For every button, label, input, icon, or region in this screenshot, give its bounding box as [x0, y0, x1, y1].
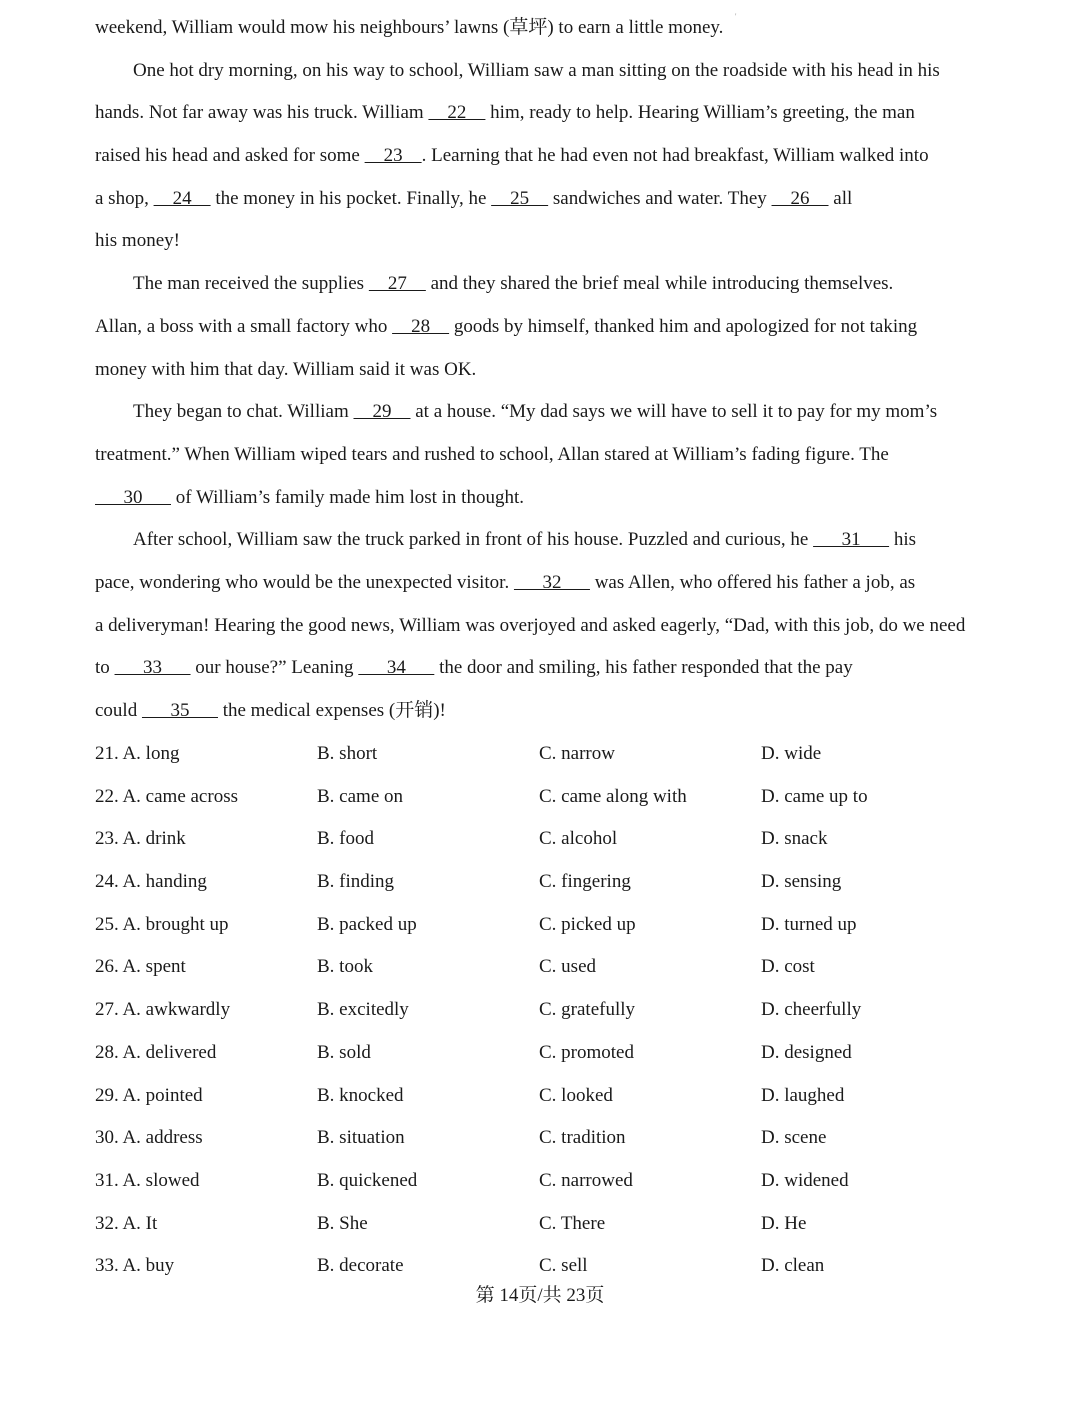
blank-31[interactable]: 31: [813, 529, 890, 551]
option-a[interactable]: 31. A. slowed: [95, 1169, 200, 1191]
option-b[interactable]: B. food: [317, 828, 374, 850]
passage-line: 30 of William’s family made him lost in thought.: [95, 477, 985, 520]
blank-29[interactable]: 29: [353, 401, 411, 423]
passage-line: money with him that day. William said it was OK.: [95, 358, 477, 380]
option-b[interactable]: B. finding: [317, 871, 395, 893]
blank-27[interactable]: 27: [368, 273, 426, 295]
passage-line: treatment.” When William wiped tears and rushed to school, Allan stared at William’s fading figure. The: [95, 443, 889, 465]
blank-22[interactable]: 22: [428, 102, 486, 124]
option-b[interactable]: B. knocked: [317, 1084, 404, 1106]
option-a[interactable]: 29. A. pointed: [95, 1084, 203, 1106]
option-a[interactable]: 26. A. spent: [95, 956, 186, 978]
option-d[interactable]: D. laughed: [761, 1084, 845, 1106]
passage-line: pace, wondering who would be the unexpected visitor. 32 was Allen, who offered his father a job, as: [95, 562, 985, 605]
question-31-options: [95, 1160, 985, 1203]
blank-24[interactable]: 24: [153, 187, 211, 209]
option-b[interactable]: B. excitedly: [317, 999, 409, 1021]
option-b[interactable]: B. situation: [317, 1127, 405, 1149]
passage-line: a shop, 24 the money in his pocket. Finally, he 25 sandwiches and water. They 26 all: [95, 178, 985, 221]
option-d[interactable]: D. designed: [761, 1041, 852, 1063]
option-c[interactable]: C. sell: [539, 1255, 588, 1277]
question-32-options: [95, 1203, 985, 1246]
passage-line: could 35 the medical expenses (开销)!: [95, 690, 985, 733]
question-28-options: [95, 1032, 985, 1075]
option-b[interactable]: B. sold: [317, 1041, 371, 1063]
option-d[interactable]: D. snack: [761, 828, 828, 850]
option-d[interactable]: D. sensing: [761, 871, 842, 893]
blank-30[interactable]: 30: [95, 486, 171, 508]
page-number: 第 14页/共 23页: [475, 1285, 605, 1306]
option-c[interactable]: C. alcohol: [539, 828, 618, 850]
passage-line: hands. Not far away was his truck. William 22 him, ready to help. Hearing William’s greeting, the man: [95, 92, 985, 135]
option-c[interactable]: C. tradition: [539, 1127, 626, 1149]
option-c[interactable]: C. picked up: [539, 913, 636, 935]
option-a[interactable]: 21. A. long: [95, 743, 180, 764]
option-a[interactable]: 22. A. came across: [95, 785, 238, 807]
option-a[interactable]: 32. A. It: [95, 1212, 158, 1234]
question-23-options: [95, 818, 985, 861]
question-21-options: [95, 733, 985, 776]
option-d[interactable]: D. clean: [761, 1255, 825, 1277]
blank-32[interactable]: 32: [513, 571, 590, 593]
blank-25[interactable]: 25: [491, 187, 549, 209]
blank-28[interactable]: 28: [392, 315, 450, 337]
option-a[interactable]: 30. A. address: [95, 1127, 203, 1149]
option-d[interactable]: D. cost: [761, 956, 815, 978]
corner-mark: ': [735, 12, 737, 21]
cloze-passage: [95, 7, 985, 733]
question-22-options: [95, 776, 985, 819]
option-c[interactable]: C. used: [539, 956, 596, 978]
option-a[interactable]: 23. A. drink: [95, 828, 186, 850]
option-a[interactable]: 33. A. buy: [95, 1255, 175, 1277]
option-d[interactable]: D. scene: [761, 1127, 827, 1149]
passage-line: Allan, a boss with a small factory who 28 goods by himself, thanked him and apologized for not taking: [95, 306, 985, 349]
blank-23[interactable]: 23: [364, 145, 422, 167]
passage-line: After school, William saw the truck parked in front of his house. Puzzled and curious, he 31 his: [95, 519, 985, 562]
option-d[interactable]: D. wide: [761, 743, 822, 764]
blank-34[interactable]: 34: [358, 657, 435, 679]
option-d[interactable]: D. cheerfully: [761, 999, 862, 1021]
option-d[interactable]: D. came up to: [761, 785, 868, 807]
passage-line: They began to chat. William 29 at a house. “My dad says we will have to sell it to pay for my mom’s: [95, 391, 985, 434]
passage-line: weekend, William would mow his neighbours’ lawns (草坪) to earn a little money.: [95, 17, 724, 38]
question-29-options: [95, 1075, 985, 1118]
question-26-options: [95, 946, 985, 989]
option-d[interactable]: D. He: [761, 1212, 807, 1234]
option-a[interactable]: 24. A. handing: [95, 871, 207, 893]
passage-line: a deliveryman! Hearing the good news, William was overjoyed and asked eagerly, “Dad, with this job, do we need: [95, 614, 966, 636]
question-30-options: [95, 1117, 985, 1160]
option-b[interactable]: B. decorate: [317, 1255, 404, 1277]
option-b[interactable]: B. took: [317, 956, 373, 978]
option-d[interactable]: D. widened: [761, 1169, 849, 1191]
option-b[interactable]: B. quickened: [317, 1169, 418, 1191]
option-c[interactable]: C. narrow: [539, 743, 615, 764]
blank-33[interactable]: 33: [114, 657, 191, 679]
option-d[interactable]: D. turned up: [761, 913, 857, 935]
option-c[interactable]: C. gratefully: [539, 999, 636, 1021]
option-b[interactable]: B. packed up: [317, 913, 417, 935]
answer-options: [95, 733, 985, 1288]
option-b[interactable]: B. She: [317, 1212, 368, 1234]
question-24-options: [95, 861, 985, 904]
option-c[interactable]: C. There: [539, 1212, 606, 1234]
option-c[interactable]: C. came along with: [539, 785, 687, 807]
passage-line: One hot dry morning, on his way to school, William saw a man sitting on the roadside with his head in his: [133, 59, 940, 81]
passage-line: his money!: [95, 230, 180, 252]
passage-line: The man received the supplies 27 and they shared the brief meal while introducing themselves.: [95, 263, 985, 306]
passage-line: raised his head and asked for some 23 . Learning that he had even not had breakfast, William walked into: [95, 135, 985, 178]
question-27-options: [95, 989, 985, 1032]
option-c[interactable]: C. narrowed: [539, 1169, 633, 1191]
option-b[interactable]: B. came on: [317, 785, 404, 807]
option-b[interactable]: B. short: [317, 743, 378, 764]
blank-35[interactable]: 35: [141, 700, 218, 721]
passage-line: to 33 our house?” Leaning 34 the door and smiling, his father responded that the pay: [95, 647, 985, 690]
option-c[interactable]: C. promoted: [539, 1041, 634, 1063]
option-c[interactable]: C. fingering: [539, 871, 631, 893]
option-a[interactable]: 25. A. brought up: [95, 913, 229, 935]
option-a[interactable]: 28. A. delivered: [95, 1041, 217, 1063]
blank-26[interactable]: 26: [771, 187, 829, 209]
question-25-options: [95, 904, 985, 947]
option-c[interactable]: C. looked: [539, 1084, 613, 1106]
option-a[interactable]: 27. A. awkwardly: [95, 999, 231, 1021]
